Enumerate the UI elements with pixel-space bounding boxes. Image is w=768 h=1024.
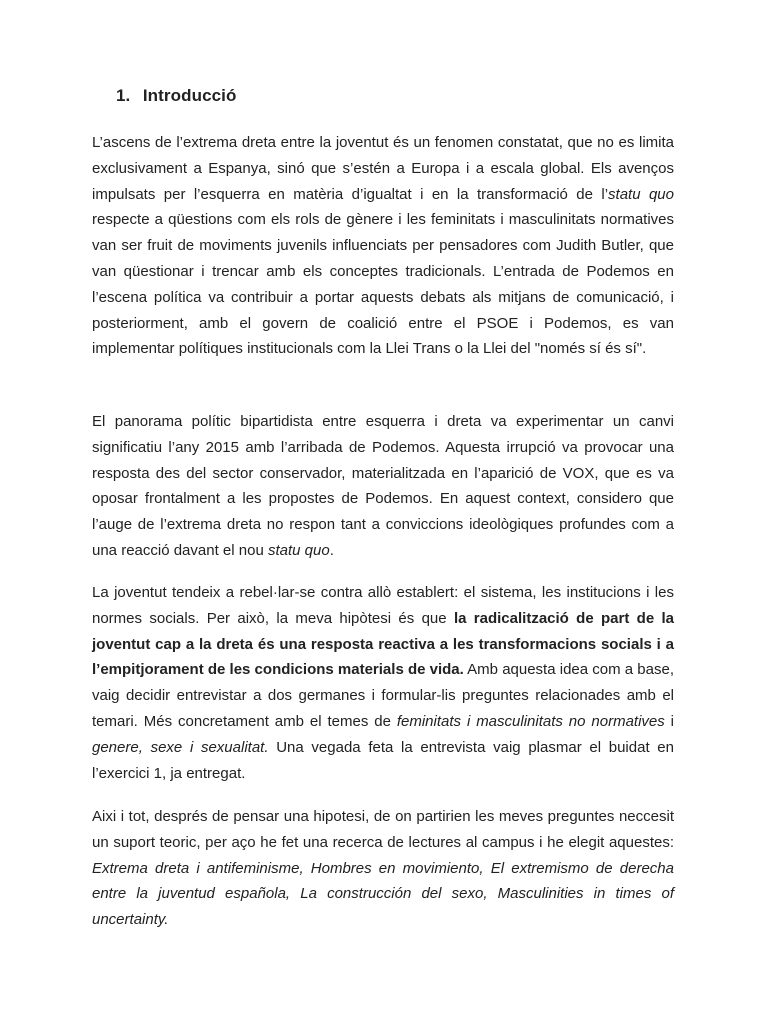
italic-text-run: statu quo <box>267 541 330 559</box>
section-heading <box>116 86 236 106</box>
text-run: Amb aquesta idea com a base, vaig decidir entrevistar a dos germanes i formular-lis preguntes relacionades amb el temari. Més concretament amb el temes de <box>92 661 674 730</box>
text-run: La joventut tendeix a rebel·lar-se contra allò establert: el sistema, les institucions i les normes socials. Per això, la meva hipòtesi és que <box>92 584 674 627</box>
paragraph-1 <box>92 130 674 362</box>
text-run: i <box>664 712 675 730</box>
paragraph-2 <box>92 409 674 564</box>
text-run: Una vegada feta la entrevista vaig plasmar el buidat en l’exercici 1, ja entregat. <box>92 738 674 782</box>
text-run: Aixi i tot, després de pensar una hipotesi, de on partirien les meves preguntes neccesit un suport teoric, per aço he fet una recerca de lectures al campus i he elegit aquestes: <box>92 808 674 851</box>
text-run: L’ascens de l’extrema dreta entre la joventut és un fenomen constatat, que no es limita exclusivament a Espanya, sinó que s’estén a Europa i a escala global. Els avenços impulsats per l’esquerra en matèria d’igualtat i en la transformació de l’ <box>92 134 674 203</box>
paragraph-4 <box>92 804 674 933</box>
section-title: Introducció <box>142 86 237 105</box>
text-run: respecte a qüestions com els rols de gènere i les feminitats i masculinitats normatives van ser fruit de moviments juvenils influenciats per pensadores com Judith Butler, que van qüestionar i trencar amb els conceptes tradicionals. L’entrada de Podemos en l’escena política va contribuir a portar aquests debats als mitjans de comunicació, i posteriorment, amb el govern de coalició entre el PSOE i Podemos, es van implementar polítiques institucionals com la Llei Trans o la Llei del "només sí és sí". <box>92 211 674 358</box>
italic-reading-list: Extrema dreta i antifeminisme, Hombres en movimiento, El extremismo de derecha entre la juventud española, La construcción del sexo, Masculinities in times of uncertainty. <box>92 859 674 929</box>
bold-hypothesis-text: la radicalització de part de la joventut cap a la dreta és una resposta reactiva a les transformacions socials i a l’empitjorament de les condicions materials de vida. <box>92 609 674 679</box>
paragraph-3 <box>92 580 674 786</box>
text-run: . <box>329 541 334 559</box>
italic-text-run: genere, sexe i sexualitat. <box>92 738 269 756</box>
italic-text-run: statu quo <box>608 185 674 203</box>
text-run: El panorama polític bipartidista entre esquerra i dreta va experimentar un canvi significatiu l’any 2015 amb l’arribada de Podemos. Aquesta irrupció va provocar una resposta des del sector conservador, materialitzada en l’aparició de VOX, que es va oposar frontalment a les propostes de Podemos. En aquest context, considero que l’auge de l’extrema dreta no respon tant a conviccions ideològiques profundes com a una reacció davant el nou <box>92 413 674 559</box>
italic-text-run: feminitats i masculinitats no normatives <box>396 712 665 730</box>
section-number: 1. <box>116 86 131 105</box>
